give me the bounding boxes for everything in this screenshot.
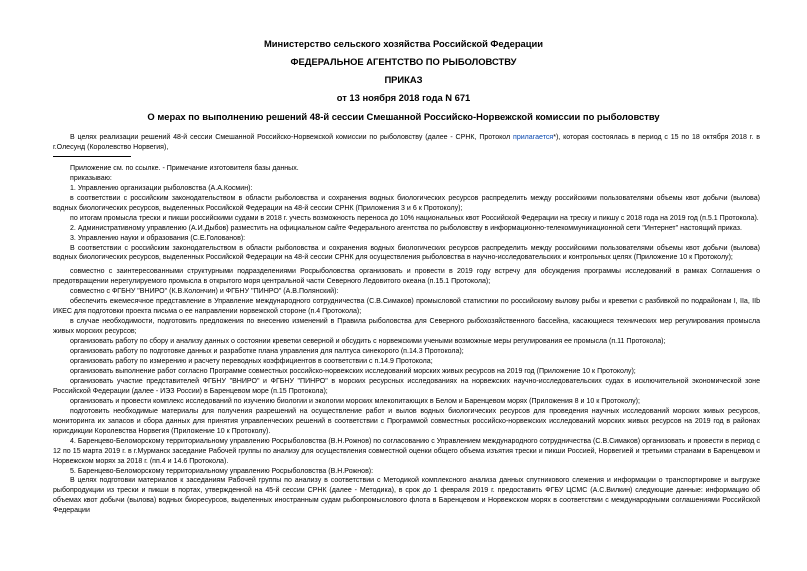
preamble-text-start: В целях реализации решений 48-й сессии Смешанной Российско-Норвежской комиссии по рыболовству (далее - СРНК, Протокол [70, 134, 513, 141]
order-paragraph: 4. Баренцево-Беломорскому территориальному управлению Росрыболовства (В.Н.Рожнов) по согласованию с Управлением международного сотрудничества (С.В.Симаков) организовать и провести в период с 12 по 15 марта 2019 г. в г.Мурманск заседание Рабочей группы по анализу для осуществления совместной оценки общего объема изъятия трески и пикши Россией, Норвегией и третьими странами в Баренцевом и Норвежском морях за 2018 г. (пп.4 и 14.6 Протокола). [53, 437, 760, 465]
order-paragraph: в случае необходимости, подготовить предложения по внесению изменений в Правила рыболовства для Северного рыбохозяйственного бассейна, касающиеся технических мер регулирования промысла живых морских ресурсов; [53, 318, 760, 336]
footnote-divider [53, 156, 131, 157]
attachment-link[interactable]: прилагается [513, 134, 554, 141]
order-paragraph: 2. Административному управлению (А.И.Дыбов) разместить на официальном сайте Федерального агентства по рыболовству в информационно-телекоммуникационной сети "Интернет" настоящий приказ. [70, 224, 742, 232]
preamble-paragraph [53, 133, 760, 153]
preamble-text-end: *), которая состоялась в период с 15 по 18 октября 2018 г. в г.Олесунд (Королевство Норвегия), [53, 134, 760, 151]
order-paragraph: организовать участие представителей ФГБНУ "ВНИРО" и ФГБНУ "ПИНРО" в морских ресурсных исследованиях на норвежских научно-исследовательских судах в исключительной экономической зоне Российской Федерации (далее - ИЭЗ России) в Баренцевом море (п.15 Протокола); [53, 377, 760, 395]
agency-heading: ФЕДЕРАЛЬНОЕ АГЕНТСТВО ПО РЫБОЛОВСТВУ [290, 56, 517, 67]
order-paragraph: организовать работу по измерению и расчету переводных коэффициентов в соответствии с п.14.9 Протокола; [70, 358, 433, 366]
order-paragraph: подготовить необходимые материалы для получения разрешений на осуществление работ и вылов водных биологических ресурсов для проведения научных исследований морских живых ресурсов, мониторинга их запасов и сбора данных для принятия управленческих решений в соответствии с Программой совместных российско-норвежских исследований морских живых ресурсов на 2019 год в районах юрисдикции Королевства Норвегия (Приложение 10 к Протоколу). [53, 407, 760, 435]
document-type: ПРИКАЗ [384, 74, 423, 85]
order-paragraph: В целях подготовки материалов к заседаниям Рабочей группы по анализу в соответствии с Методикой комплексного анализа данных спутникового слежения и информации о транспортировке и выгрузке рыбопродукции из трески и пикши в портах, утвержденной на 45-й сессии СРНК (далее - Методика), в срок до 1 февраля 2019 г. предоставить ФГБУ ЦСМС (А.С.Вилкин) следующие данные: информацию об объемах квот добычи (вылова) водных биоресурсов, выделенных иностранным судам рыбопромыслового флота в Баренцевом и Норвежском морях в соответствии с международными соглашениями Российской Федерации [53, 477, 760, 515]
document-title: О мерах по выполнению решений 48-й сессии Смешанной Российско-Норвежской комиссии по рыболовству [147, 111, 660, 122]
order-paragraph: В соответствии с российским законодательством в области рыболовства и сохранения водных биологических ресурсов распределить между российскими пользователями объемы квот добычи (вылова) водных биологических ресурсов, выделенных Российской Федерации на 48-й сессии СРНК для осуществления рыболовства в научно-исследовательских и контрольных целях (Приложение 10 к Протоколу); [53, 244, 760, 262]
order-paragraph: организовать и провести комплекс исследований по изучению биологии и экологии морских млекопитающих в Белом и Баренцевом морях (Приложения 8 и 10 к Протоколу); [70, 397, 640, 405]
document-body [53, 133, 760, 516]
order-paragraph: приказываю: [70, 174, 112, 182]
order-paragraph: совместно с ФГБНУ "ВНИРО" (К.В.Колончин) и ФГБНУ "ПИНРО" (А.В.Полянский): [70, 288, 339, 296]
order-paragraph: по итогам промысла трески и пикши российскими судами в 2018 г. учесть возможность переноса до 10% национальных квот Российской Федерации на треску и пикшу с 2018 года на 2019 год (п.5.1 Протокола). [70, 214, 759, 222]
document-date-number: от 13 ноября 2018 года N 671 [336, 92, 471, 103]
footnote-text: Приложение см. по ссылке. - Примечание изготовителя базы данных. [70, 164, 299, 172]
order-paragraph: 3. Управлению науки и образования (С.Е.Голованов): [70, 234, 246, 242]
order-paragraph: в соответствии с российским законодательством в области рыболовства и сохранения водных биологических ресурсов распределить между российскими пользователями объемы квот добычи (вылова) водных биологических ресурсов, выделенных Российской Федерации на 48-й сессии СРНК (Приложения 3 и 6 к Протоколу); [53, 194, 760, 212]
order-paragraph: организовать выполнение работ согласно Программе совместных российско-норвежских исследований морских живых ресурсов на 2019 год (Приложение 10 к Протоколу); [70, 367, 636, 375]
order-paragraph: обеспечить ежемесячное представление в Управление международного сотрудничества (С.В.Симаков) промысловой статистики по российскому вылову рыбы и креветки с разбивкой по подрайонам I, IIa, IIb ИКЕС для подготовки проекта письма о ее направлении норвежской стороне (п.4 Протокола); [53, 298, 760, 316]
order-paragraph: 1. Управлению организации рыболовства (А.А.Космин): [70, 184, 253, 192]
ministry-heading: Министерство сельского хозяйства Российской Федерации [263, 38, 544, 49]
order-paragraph: 5. Баренцево-Беломорскому территориальному управлению Росрыболовства (В.Н.Рожнов): [70, 467, 374, 475]
order-paragraph: организовать работу по подготовке данных и разработке плана управления для палтуса синекорого (п.14.3 Протокола); [70, 348, 464, 356]
order-paragraph: организовать работу по сбору и анализу данных о состоянии креветки северной и обсудить с норвежскими учеными возможные меры регулирования ее промысла (п.11 Протокола); [70, 338, 666, 346]
order-paragraph: совместно с заинтересованными структурными подразделениями Росрыболовства организовать и провести в 2019 году встречу для обсуждения программы исследований в рамках Соглашения о предотвращении нерегулируемого промысла в открытого моря центральной части Северного Ледовитого океана (п.15.1 Протокола); [53, 268, 760, 286]
